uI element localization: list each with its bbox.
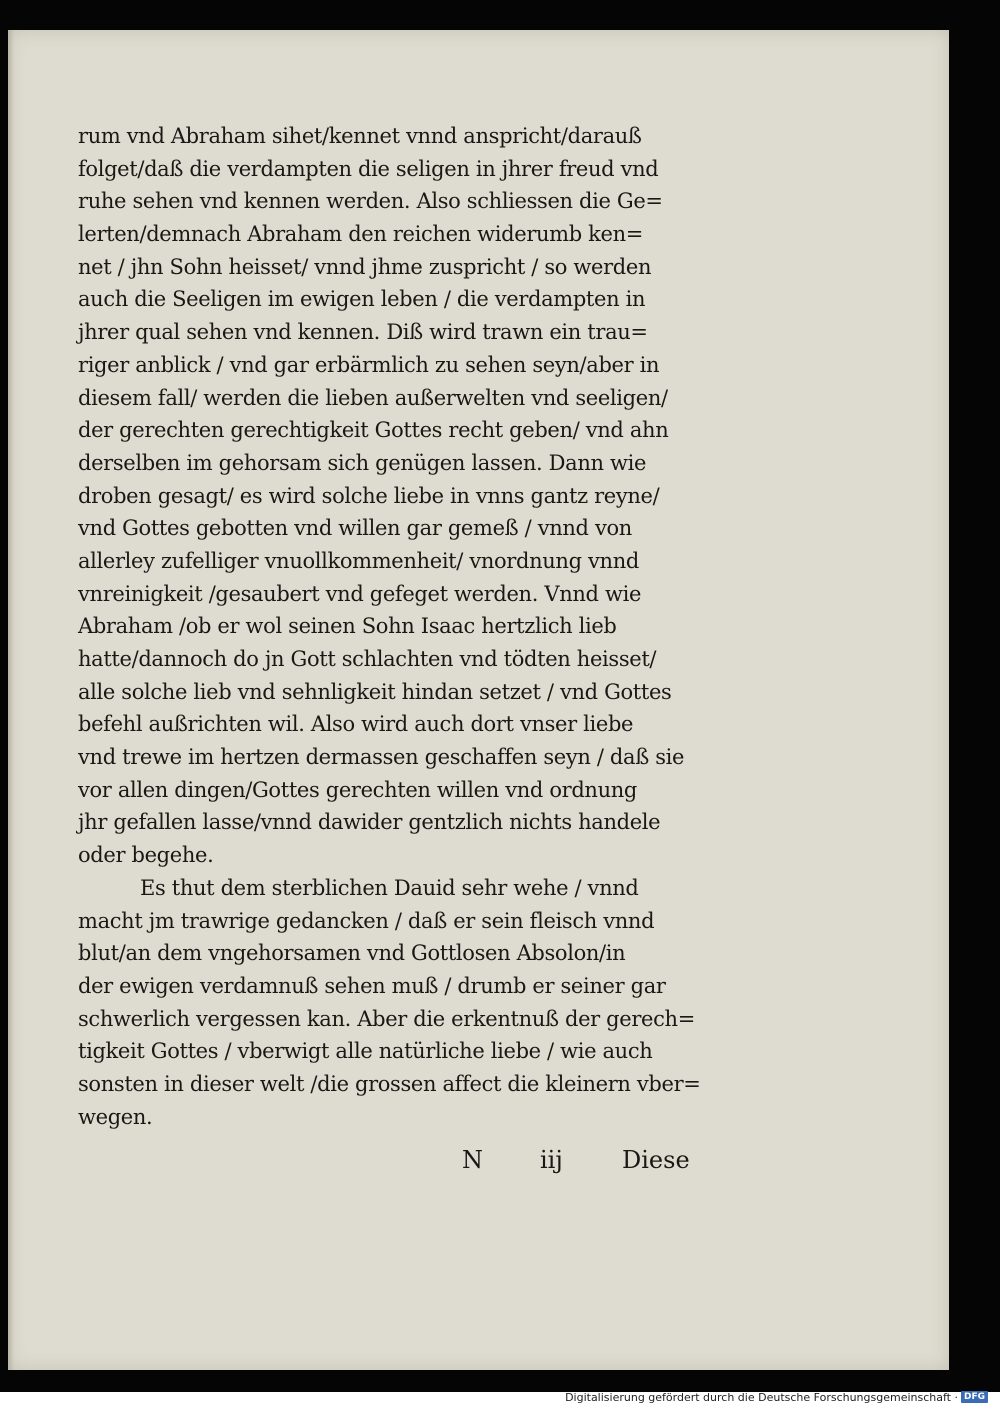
signature-mark: N bbox=[462, 1146, 483, 1174]
text-line: derselben im gehorsam sich genügen lassen. Dann wie bbox=[78, 450, 647, 475]
dfg-logo: DFG bbox=[961, 1391, 988, 1403]
text-line: auch die Seeligen im ewigen leben / die verdampten in bbox=[78, 287, 646, 312]
text-line: jhr gefallen lasse/vnnd dawider gentzlich nichts handele bbox=[78, 810, 661, 835]
text-line: wegen. bbox=[78, 1104, 153, 1129]
text-line: ruhe sehen vnd kennen werden. Also schliessen die Ge= bbox=[78, 189, 663, 214]
text-line: rum vnd Abraham sihet/kennet vnnd anspricht/darauß bbox=[78, 124, 642, 148]
text-line: blut/an dem vngehorsamen vnd Gottlosen Absolon/in bbox=[78, 941, 626, 966]
text-line: befehl außrichten wil. Also wird auch dort vnser liebe bbox=[78, 712, 634, 737]
page-gutter-shadow bbox=[8, 30, 14, 1370]
text-line: alle solche lieb vnd sehnligkeit hindan setzet / vnd Gottes bbox=[78, 679, 672, 704]
text-line: vnd trewe im hertzen dermassen geschaffen seyn / daß sie bbox=[78, 745, 685, 770]
text-line: sonsten in dieser welt /die grossen affect die kleinern vber= bbox=[78, 1071, 701, 1096]
digitization-credit bbox=[565, 1391, 988, 1405]
folio-number: iij bbox=[540, 1146, 563, 1174]
text-line: tigkeit Gottes / vberwigt alle natürliche liebe / wie auch bbox=[78, 1039, 653, 1064]
text-line: jhrer qual sehen vnd kennen. Diß wird trawn ein trau= bbox=[78, 320, 648, 345]
text-line: lerten/demnach Abraham den reichen widerumb ken= bbox=[78, 222, 644, 247]
text-line: oder begehe. bbox=[78, 843, 214, 868]
credit-text: Digitalisierung gefördert durch die Deutsche Forschungsgemeinschaft · bbox=[565, 1391, 958, 1404]
text-line: droben gesagt/ es wird solche liebe in vnns gantz reyne/ bbox=[78, 483, 660, 508]
text-line: schwerlich vergessen kan. Aber die erkentnuß der gerech= bbox=[78, 1006, 695, 1031]
text-line: macht jm trawrige gedancken / daß er sein fleisch vnnd bbox=[78, 908, 655, 933]
text-line: hatte/dannoch do jn Gott schlachten vnd tödten heisset/ bbox=[78, 647, 657, 671]
text-line: der ewigen verdamnuß sehen muß / drumb er seiner gar bbox=[78, 973, 666, 998]
paragraph-first-line: Es thut dem sterblichen Dauid sehr wehe / vnnd bbox=[140, 875, 639, 900]
text-line: allerley zufelliger vnuollkommenheit/ vnordnung vnnd bbox=[78, 548, 639, 573]
text-line: vnreinigkeit /gesaubert vnd gefeget werden. Vnnd wie bbox=[78, 581, 642, 606]
body-text bbox=[78, 120, 718, 1133]
text-line: vor allen dingen/Gottes gerechten willen vnd ordnung bbox=[78, 777, 638, 802]
text-line: vnd Gottes gebotten vnd willen gar gemeß / vnnd von bbox=[78, 516, 632, 541]
text-line: der gerechten gerechtigkeit Gottes recht geben/ vnd ahn bbox=[78, 418, 669, 443]
text-line: diesem fall/ werden die lieben außerwelten vnd seeligen/ bbox=[78, 385, 668, 410]
catchword: Diese bbox=[622, 1146, 690, 1174]
text-line: folget/daß die verdampten die seligen in jhrer freud vnd bbox=[78, 156, 659, 181]
text-line: net / jhn Sohn heisset/ vnnd jhme zuspricht / so werden bbox=[78, 254, 652, 279]
text-line: riger anblick / vnd gar erbärmlich zu sehen seyn/aber in bbox=[78, 352, 660, 377]
text-line: Abraham /ob er wol seinen Sohn Isaac hertzlich lieb bbox=[78, 614, 617, 639]
